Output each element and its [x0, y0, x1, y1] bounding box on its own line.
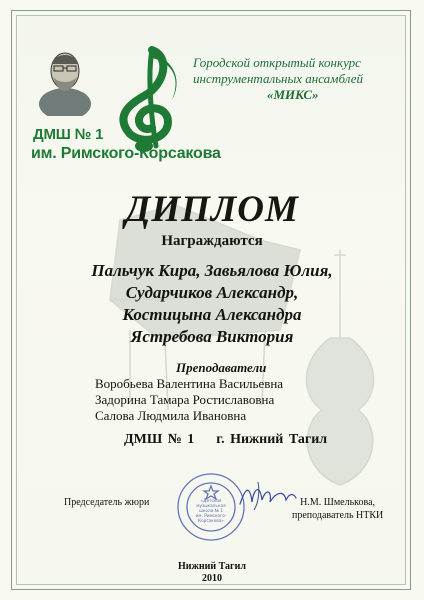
school-name-line1: ДМШ № 1 — [33, 126, 104, 143]
contest-line3: «МИКС» — [267, 87, 319, 102]
handwritten-signature — [236, 478, 300, 514]
city: Нижний Тагил — [178, 561, 246, 572]
school-and-city: ДМШ № 1 г. Нижний Тагил — [124, 432, 328, 447]
laureate-line: Костицына Александра — [122, 305, 302, 324]
svg-text:школа № 1: школа № 1 — [199, 508, 223, 513]
teacher-name: Задорина Тамара Ростиславовна — [95, 392, 275, 407]
laureate-line: Пальчук Кира, Завьялова Юлия, — [91, 261, 333, 280]
laureate-line: Ястребова Виктория — [130, 327, 294, 346]
school-name-line2: им. Римского-Корсакова — [31, 145, 221, 162]
teachers-list — [95, 376, 283, 424]
jury-chair-label: Председатель жюри — [64, 497, 150, 508]
teachers-label: Преподаватели — [176, 360, 267, 375]
composer-portrait — [34, 44, 96, 116]
svg-text:музыкальная: музыкальная — [196, 503, 226, 508]
place-and-year — [0, 561, 424, 585]
diploma-title: ДИПЛОМ — [125, 189, 299, 230]
svg-text:«Детская: «Детская — [200, 498, 222, 503]
jury-chair-block — [292, 496, 383, 522]
contest-line1: Городской открытый конкурс — [193, 55, 361, 70]
year: 2010 — [202, 573, 222, 584]
awarded-label: Награждаются — [161, 233, 263, 249]
jury-chair-position: преподаватель НТКИ — [292, 510, 384, 521]
laureate-line: Сударчиков Александр, — [125, 283, 299, 302]
teacher-name: Воробьева Валентина Васильевна — [95, 376, 284, 391]
svg-text:Корсакова»: Корсакова» — [198, 518, 224, 523]
contest-line2: инструментальных ансамблей — [193, 71, 363, 86]
teacher-name: Салова Людмила Ивановна — [95, 408, 247, 423]
treble-clef-logo — [96, 42, 188, 152]
laureates-list — [0, 260, 424, 348]
contest-title — [193, 55, 403, 103]
jury-chair-name: Н.М. Шмелькова, — [300, 497, 376, 508]
svg-text:им. Римского-: им. Римского- — [195, 513, 227, 518]
